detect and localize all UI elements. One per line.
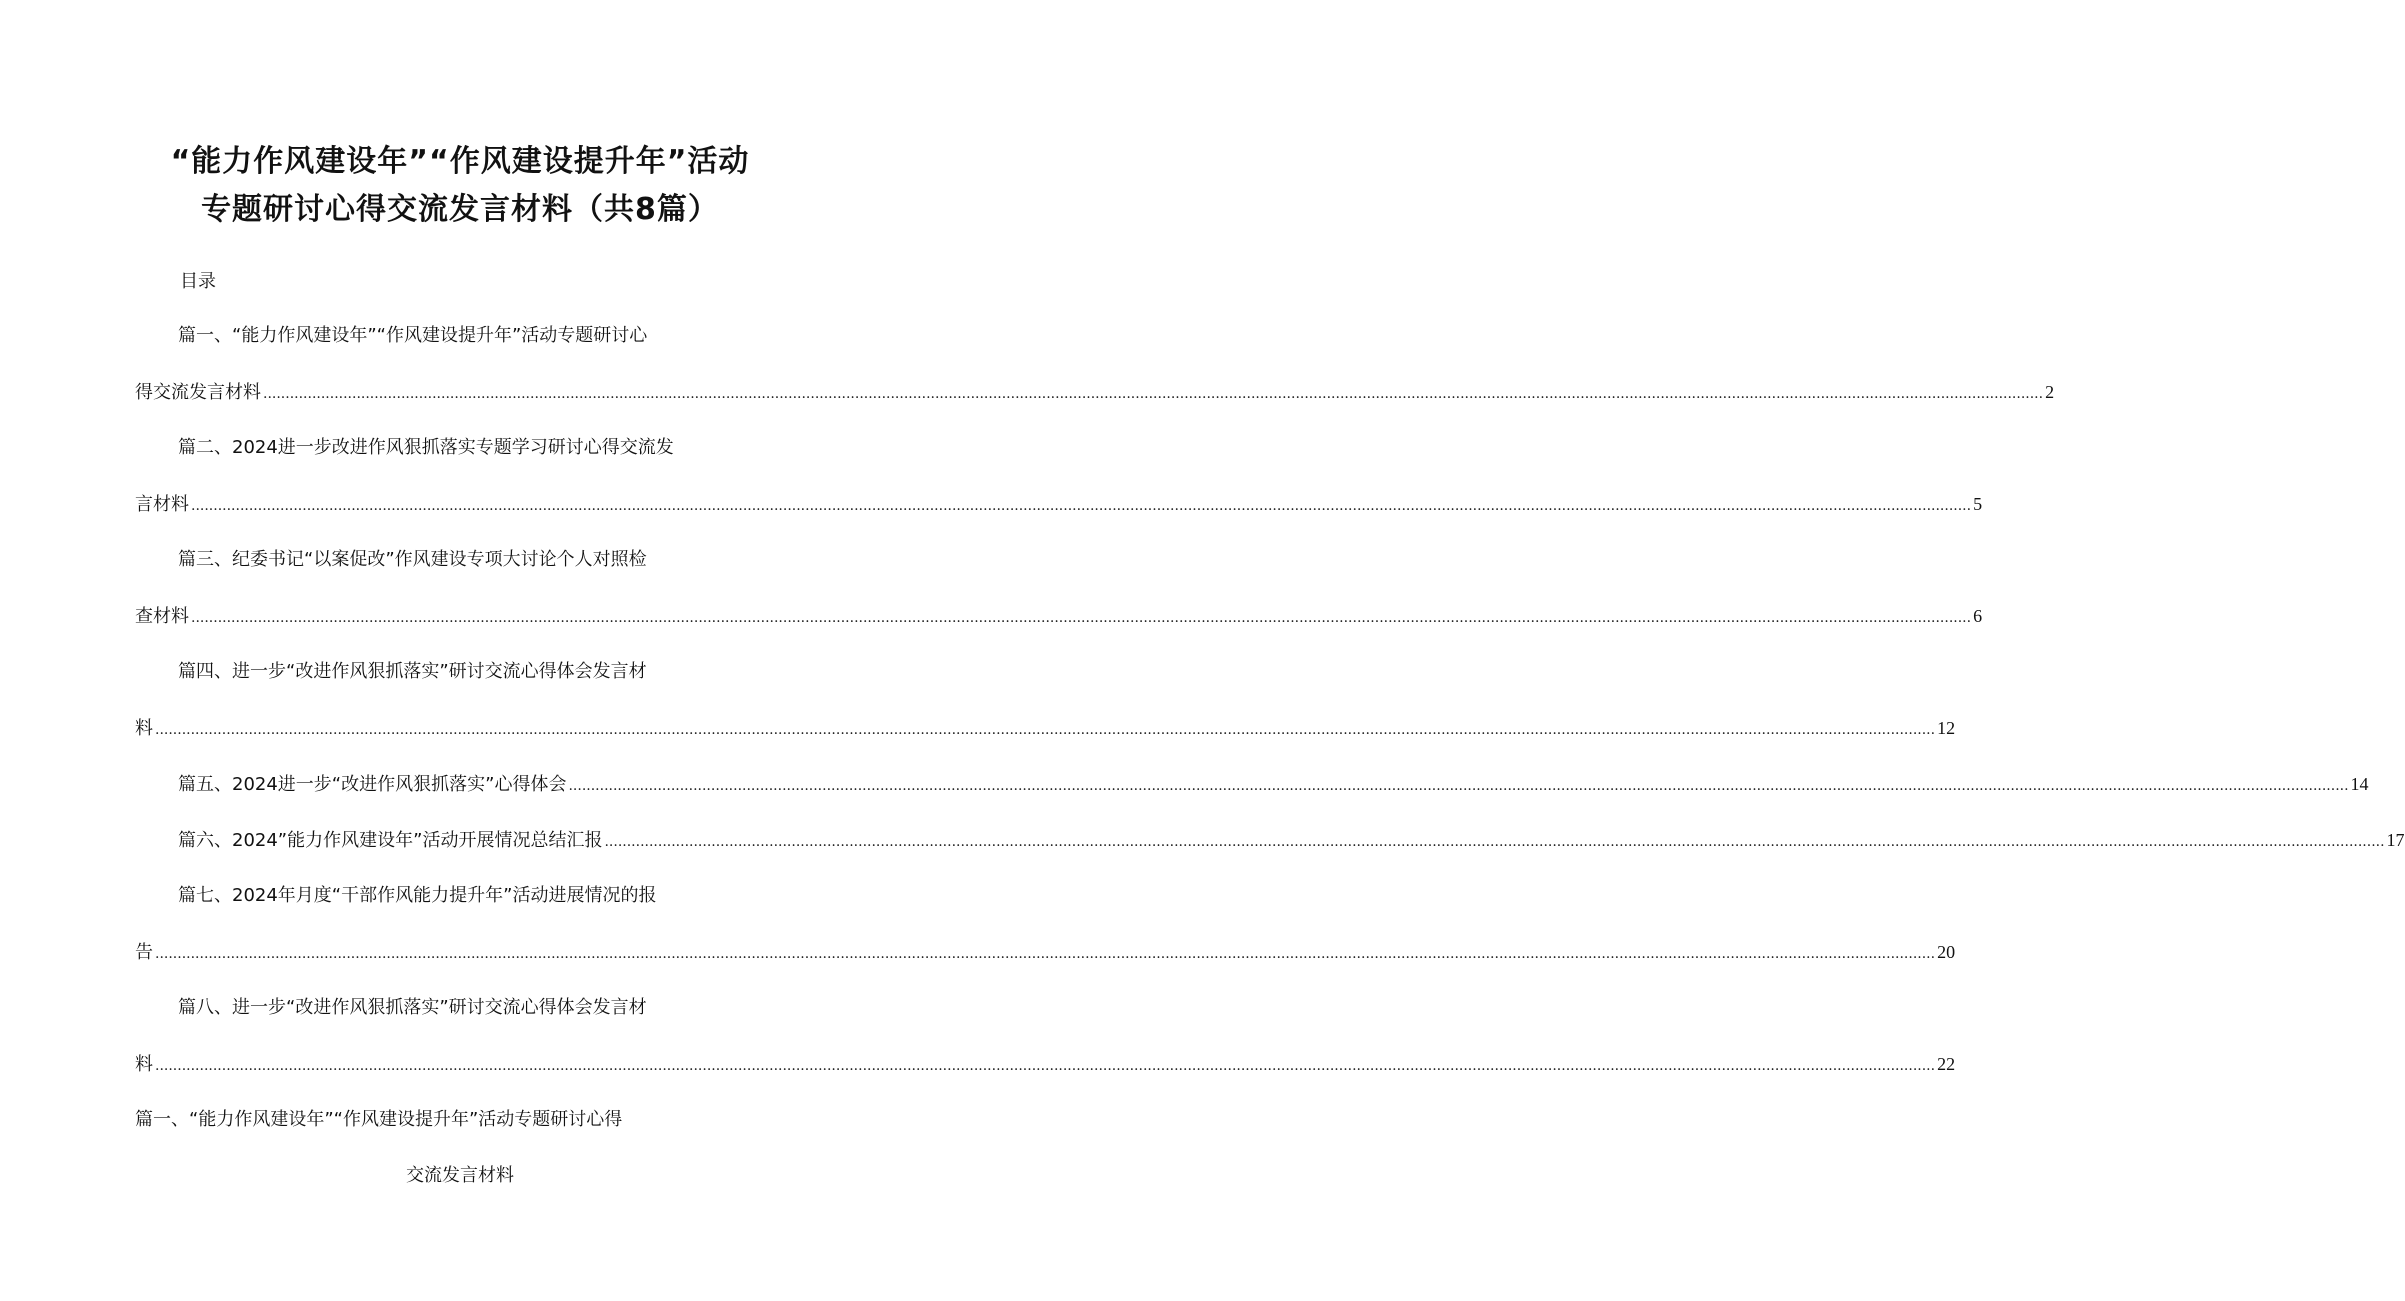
toc-entry-4-line-1[interactable]: 篇四、进一步“改进作风狠抓落实”研讨交流心得体会发言材 bbox=[178, 661, 647, 682]
toc-leader-dots: ................................................................................................................................................................................................................................................................................................................................................................................................................ bbox=[191, 610, 1972, 626]
toc-entry-7-text: 告 bbox=[135, 942, 153, 963]
toc-entry-5-page: 14 bbox=[2350, 774, 2369, 794]
toc-leader-dots: ................................................................................................................................................................................................................................................................................................................................................................................................................ bbox=[191, 498, 1972, 514]
toc-entry-5-text: 篇五、2024进一步“改进作风狠抓落实”心得体会 bbox=[178, 774, 567, 795]
toc-leader-dots: ................................................................................................................................................................................................................................................................................................................................................................................................................ bbox=[604, 834, 2385, 850]
toc-entry-6-page: 17 bbox=[2386, 830, 2405, 850]
document-title-line-1: “能力作风建设年”“作风建设提升年”活动 bbox=[170, 144, 750, 179]
toc-entry-4-text: 料 bbox=[135, 718, 153, 739]
toc-leader-dots: ................................................................................................................................................................................................................................................................................................................................................................................................................ bbox=[568, 778, 2349, 794]
toc-entry-3-line-1[interactable]: 篇三、纪委书记“以案促改”作风建设专项大讨论个人对照检 bbox=[178, 549, 647, 570]
toc-entry-3-line-2[interactable] bbox=[135, 604, 1983, 630]
toc-entry-4-line-2[interactable] bbox=[135, 716, 1956, 742]
document-title-line-2: 专题研讨心得交流发言材料（共8篇） bbox=[201, 192, 719, 227]
toc-entry-8-page: 22 bbox=[1937, 1054, 1956, 1074]
toc-entry-6-text: 篇六、2024”能力作风建设年”活动开展情况总结汇报 bbox=[178, 830, 603, 851]
toc-entry-7-page: 20 bbox=[1937, 942, 1956, 962]
toc-leader-dots: ................................................................................................................................................................................................................................................................................................................................................................................................................ bbox=[155, 946, 1936, 962]
toc-entry-4-page: 12 bbox=[1937, 718, 1956, 738]
toc-entry-1-line-2[interactable] bbox=[135, 380, 2055, 406]
toc-entry-6[interactable] bbox=[178, 828, 2405, 854]
toc-entry-2-line-2[interactable] bbox=[135, 492, 1983, 518]
toc-entry-2-page: 5 bbox=[1973, 494, 1983, 514]
toc-entry-2-text: 言材料 bbox=[135, 494, 189, 515]
toc-entry-7-line-1[interactable]: 篇七、2024年月度“干部作风能力提升年”活动进展情况的报 bbox=[178, 885, 657, 906]
toc-entry-8-line-2[interactable] bbox=[135, 1052, 1956, 1078]
toc-entry-3-page: 6 bbox=[1973, 606, 1983, 626]
toc-leader-dots: ................................................................................................................................................................................................................................................................................................................................................................................................................ bbox=[155, 1058, 1936, 1074]
toc-entry-5[interactable] bbox=[178, 772, 2369, 798]
section-heading-line-2: 交流发言材料 bbox=[406, 1165, 514, 1186]
toc-label: 目录 bbox=[180, 271, 216, 292]
toc-entry-7-line-2[interactable] bbox=[135, 940, 1956, 966]
toc-entry-8-text: 料 bbox=[135, 1054, 153, 1075]
toc-entry-2-line-1[interactable]: 篇二、2024进一步改进作风狠抓落实专题学习研讨心得交流发 bbox=[178, 437, 674, 458]
section-heading-line-1: 篇一、“能力作风建设年”“作风建设提升年”活动专题研讨心得 bbox=[135, 1109, 623, 1130]
toc-entry-8-line-1[interactable]: 篇八、进一步“改进作风狠抓落实”研讨交流心得体会发言材 bbox=[178, 997, 647, 1018]
toc-entry-3-text: 查材料 bbox=[135, 606, 189, 627]
toc-entry-1-text: 得交流发言材料 bbox=[135, 382, 261, 403]
toc-leader-dots: ................................................................................................................................................................................................................................................................................................................................................................................................................ bbox=[155, 722, 1936, 738]
toc-entry-1-page: 2 bbox=[2045, 382, 2055, 402]
toc-entry-1-line-1[interactable]: 篇一、“能力作风建设年”“作风建设提升年”活动专题研讨心 bbox=[178, 325, 648, 346]
toc-leader-dots: ................................................................................................................................................................................................................................................................................................................................................................................................................ bbox=[263, 386, 2044, 402]
